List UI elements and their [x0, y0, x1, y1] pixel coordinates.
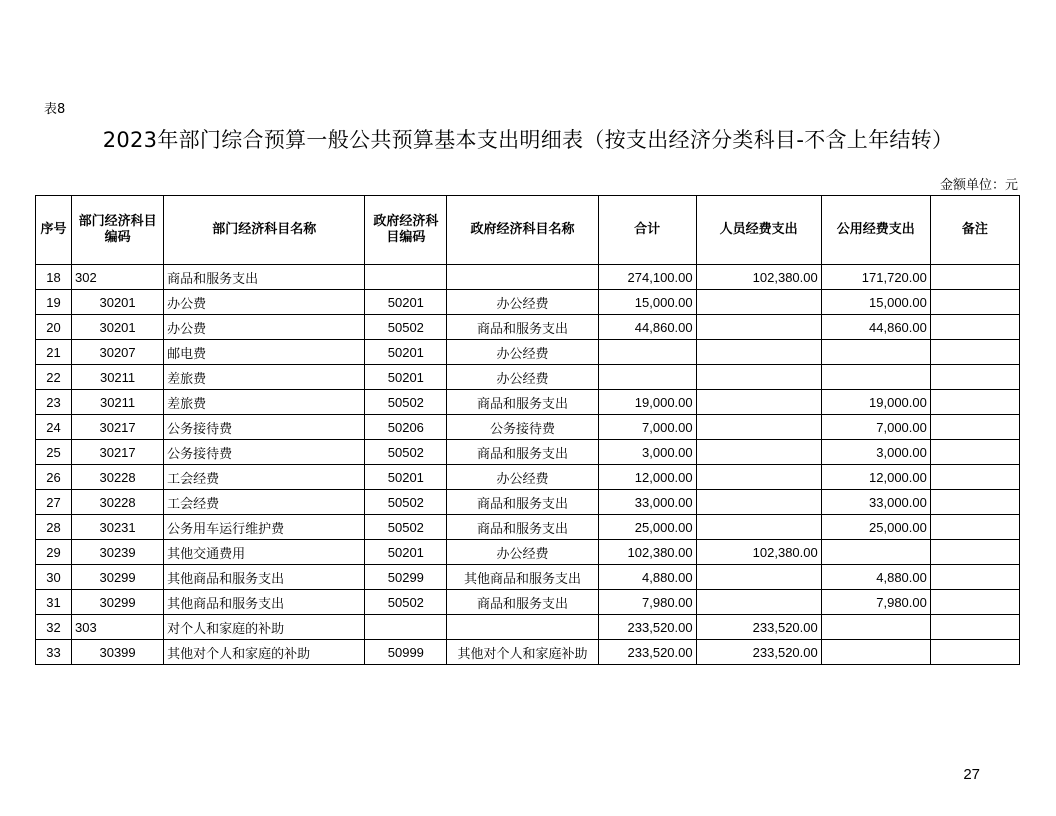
row-dept-code: 30217	[72, 440, 164, 465]
row-gov-name	[447, 265, 598, 290]
row-gov-code: 50999	[365, 640, 447, 665]
row-gov-name: 商品和服务支出	[447, 490, 598, 515]
row-note	[930, 590, 1019, 615]
row-dept-name: 公务接待费	[164, 440, 365, 465]
row-dept-name: 其他商品和服务支出	[164, 590, 365, 615]
row-seq: 22	[36, 365, 72, 390]
row-gov-code	[365, 615, 447, 640]
row-gov-name: 商品和服务支出	[447, 515, 598, 540]
row-dept-code: 30217	[72, 415, 164, 440]
row-note	[930, 315, 1019, 340]
row-personnel	[696, 465, 821, 490]
row-gov-name: 办公经费	[447, 540, 598, 565]
row-personnel	[696, 440, 821, 465]
row-note	[930, 440, 1019, 465]
row-dept-name: 对个人和家庭的补助	[164, 615, 365, 640]
row-public	[821, 365, 930, 390]
row-public: 7,000.00	[821, 415, 930, 440]
row-seq: 29	[36, 540, 72, 565]
row-public: 3,000.00	[821, 440, 930, 465]
row-note	[930, 615, 1019, 640]
row-dept-name: 工会经费	[164, 465, 365, 490]
row-total: 33,000.00	[598, 490, 696, 515]
table-row	[36, 290, 1020, 315]
table-row	[36, 640, 1020, 665]
row-total: 19,000.00	[598, 390, 696, 415]
col-header-total: 合计	[598, 196, 696, 265]
row-dept-code: 30231	[72, 515, 164, 540]
table-row	[36, 340, 1020, 365]
row-note	[930, 640, 1019, 665]
row-note	[930, 565, 1019, 590]
table-row	[36, 415, 1020, 440]
row-total: 15,000.00	[598, 290, 696, 315]
row-dept-code: 30211	[72, 365, 164, 390]
row-personnel	[696, 415, 821, 440]
table-header-row	[36, 196, 1020, 265]
row-personnel	[696, 490, 821, 515]
row-gov-code: 50201	[365, 365, 447, 390]
row-note	[930, 265, 1019, 290]
row-total: 12,000.00	[598, 465, 696, 490]
row-note	[930, 515, 1019, 540]
row-dept-code: 30201	[72, 290, 164, 315]
col-header-personnel: 人员经费支出	[696, 196, 821, 265]
row-dept-name: 其他交通费用	[164, 540, 365, 565]
row-note	[930, 340, 1019, 365]
row-gov-name: 商品和服务支出	[447, 590, 598, 615]
row-dept-code: 30228	[72, 465, 164, 490]
row-dept-code: 30239	[72, 540, 164, 565]
row-personnel	[696, 390, 821, 415]
row-gov-name: 公务接待费	[447, 415, 598, 440]
row-total: 7,980.00	[598, 590, 696, 615]
row-total: 7,000.00	[598, 415, 696, 440]
col-header-public: 公用经费支出	[821, 196, 930, 265]
table-row	[36, 440, 1020, 465]
row-personnel	[696, 290, 821, 315]
row-gov-name: 其他对个人和家庭补助	[447, 640, 598, 665]
row-public	[821, 640, 930, 665]
table-row	[36, 590, 1020, 615]
row-note	[930, 390, 1019, 415]
col-header-note: 备注	[930, 196, 1019, 265]
row-gov-name: 其他商品和服务支出	[447, 565, 598, 590]
col-header-dept-name: 部门经济科目名称	[164, 196, 365, 265]
col-header-dept-code: 部门经济科目编码	[72, 196, 164, 265]
col-header-gov-code: 政府经济科目编码	[365, 196, 447, 265]
row-public: 25,000.00	[821, 515, 930, 540]
row-seq: 28	[36, 515, 72, 540]
row-total	[598, 365, 696, 390]
row-note	[930, 365, 1019, 390]
row-seq: 24	[36, 415, 72, 440]
row-dept-name: 公务用车运行维护费	[164, 515, 365, 540]
row-seq: 19	[36, 290, 72, 315]
row-gov-name: 商品和服务支出	[447, 315, 598, 340]
col-header-seq: 序号	[36, 196, 72, 265]
row-dept-code: 30207	[72, 340, 164, 365]
table-row	[36, 540, 1020, 565]
row-dept-code: 302	[72, 265, 164, 290]
table-row	[36, 490, 1020, 515]
row-personnel: 233,520.00	[696, 640, 821, 665]
row-gov-code: 50201	[365, 540, 447, 565]
row-public: 4,880.00	[821, 565, 930, 590]
row-public	[821, 540, 930, 565]
row-public: 7,980.00	[821, 590, 930, 615]
row-seq: 27	[36, 490, 72, 515]
row-gov-code: 50201	[365, 465, 447, 490]
row-public: 44,860.00	[821, 315, 930, 340]
row-dept-name: 办公费	[164, 290, 365, 315]
row-note	[930, 540, 1019, 565]
row-personnel	[696, 565, 821, 590]
row-seq: 26	[36, 465, 72, 490]
row-gov-code: 50201	[365, 290, 447, 315]
row-personnel	[696, 365, 821, 390]
row-seq: 25	[36, 440, 72, 465]
row-dept-name: 办公费	[164, 315, 365, 340]
page-number: 27	[963, 766, 980, 783]
row-public: 33,000.00	[821, 490, 930, 515]
budget-table	[35, 195, 1020, 665]
row-dept-name: 公务接待费	[164, 415, 365, 440]
row-seq: 18	[36, 265, 72, 290]
row-personnel: 102,380.00	[696, 540, 821, 565]
row-personnel	[696, 315, 821, 340]
row-gov-code: 50502	[365, 440, 447, 465]
row-personnel: 102,380.00	[696, 265, 821, 290]
row-personnel	[696, 590, 821, 615]
page-title: 2023年部门综合预算一般公共预算基本支出明细表（按支出经济分类科目-不含上年结转）	[102, 128, 954, 152]
row-gov-code	[365, 265, 447, 290]
row-gov-code: 50201	[365, 340, 447, 365]
row-public	[821, 340, 930, 365]
row-dept-code: 30299	[72, 590, 164, 615]
table-row	[36, 515, 1020, 540]
row-total: 44,860.00	[598, 315, 696, 340]
table-row	[36, 390, 1020, 415]
col-header-gov-name: 政府经济科目名称	[447, 196, 598, 265]
row-gov-code: 50502	[365, 315, 447, 340]
row-public: 12,000.00	[821, 465, 930, 490]
row-gov-code: 50502	[365, 390, 447, 415]
row-note	[930, 465, 1019, 490]
row-dept-code: 30299	[72, 565, 164, 590]
row-gov-name: 办公经费	[447, 290, 598, 315]
row-seq: 32	[36, 615, 72, 640]
row-gov-name: 办公经费	[447, 340, 598, 365]
row-dept-name: 邮电费	[164, 340, 365, 365]
row-gov-code: 50299	[365, 565, 447, 590]
row-seq: 23	[36, 390, 72, 415]
table-row	[36, 565, 1020, 590]
row-total: 233,520.00	[598, 640, 696, 665]
table-number: 表8	[44, 102, 66, 117]
row-total: 4,880.00	[598, 565, 696, 590]
row-personnel	[696, 340, 821, 365]
row-public: 171,720.00	[821, 265, 930, 290]
row-total: 233,520.00	[598, 615, 696, 640]
row-seq: 21	[36, 340, 72, 365]
row-dept-name: 其他商品和服务支出	[164, 565, 365, 590]
row-gov-code: 50502	[365, 590, 447, 615]
row-seq: 31	[36, 590, 72, 615]
row-note	[930, 490, 1019, 515]
row-total: 25,000.00	[598, 515, 696, 540]
table-row	[36, 615, 1020, 640]
row-public	[821, 615, 930, 640]
row-note	[930, 415, 1019, 440]
row-gov-code: 50502	[365, 515, 447, 540]
row-gov-code: 50502	[365, 490, 447, 515]
row-dept-code: 30399	[72, 640, 164, 665]
table-row	[36, 465, 1020, 490]
row-public: 15,000.00	[821, 290, 930, 315]
row-gov-name: 商品和服务支出	[447, 390, 598, 415]
row-dept-name: 差旅费	[164, 390, 365, 415]
row-seq: 33	[36, 640, 72, 665]
row-personnel: 233,520.00	[696, 615, 821, 640]
table-row	[36, 315, 1020, 340]
row-dept-name: 其他对个人和家庭的补助	[164, 640, 365, 665]
row-gov-name: 办公经费	[447, 365, 598, 390]
row-personnel	[696, 515, 821, 540]
row-dept-name: 差旅费	[164, 365, 365, 390]
row-gov-name	[447, 615, 598, 640]
row-total	[598, 340, 696, 365]
table-row	[36, 265, 1020, 290]
row-dept-code: 30211	[72, 390, 164, 415]
row-total: 3,000.00	[598, 440, 696, 465]
row-total: 102,380.00	[598, 540, 696, 565]
table-row	[36, 365, 1020, 390]
row-dept-code: 30201	[72, 315, 164, 340]
row-note	[930, 290, 1019, 315]
row-seq: 30	[36, 565, 72, 590]
row-gov-code: 50206	[365, 415, 447, 440]
row-gov-name: 办公经费	[447, 465, 598, 490]
row-dept-code: 303	[72, 615, 164, 640]
amount-unit: 金额单位：元	[939, 178, 1018, 193]
table-body	[36, 265, 1020, 665]
row-total: 274,100.00	[598, 265, 696, 290]
row-dept-name: 工会经费	[164, 490, 365, 515]
row-seq: 20	[36, 315, 72, 340]
row-gov-name: 商品和服务支出	[447, 440, 598, 465]
row-dept-code: 30228	[72, 490, 164, 515]
row-public: 19,000.00	[821, 390, 930, 415]
row-dept-name: 商品和服务支出	[164, 265, 365, 290]
